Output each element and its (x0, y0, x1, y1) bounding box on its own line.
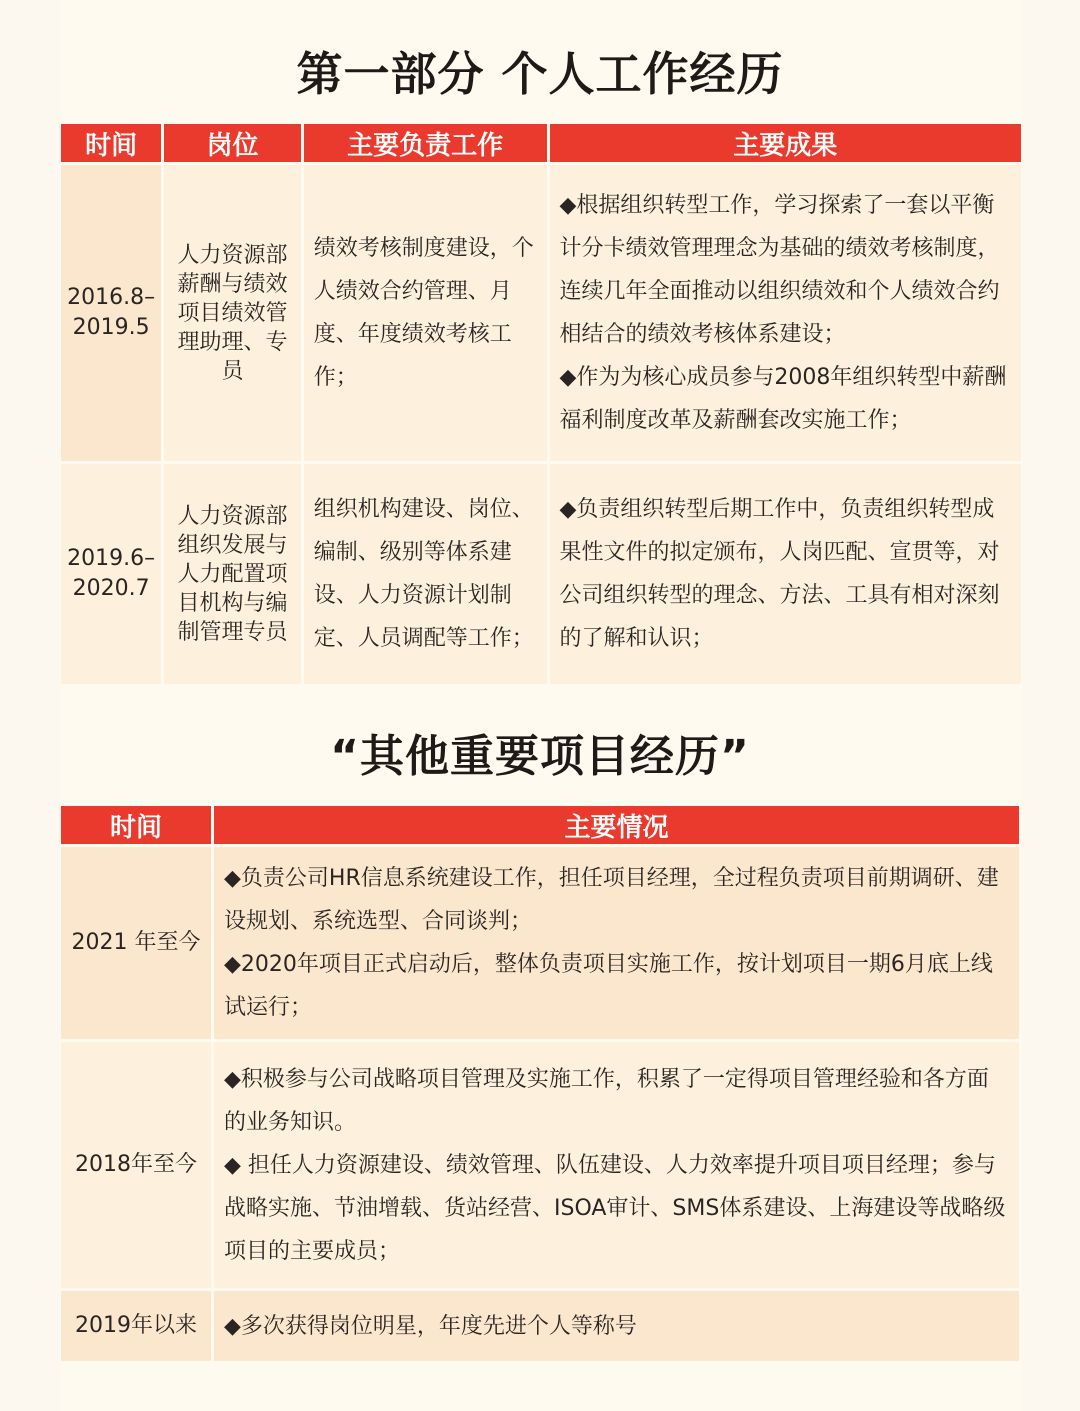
header-time: 时间 (61, 124, 161, 162)
row-position: 人力资源部组织发展与人力配置项目机构与编制管理专员 (164, 464, 300, 684)
row-details (214, 847, 1019, 1039)
table-header-row (61, 124, 1021, 162)
section1-title: 第一部分 个人工作经历 (296, 47, 784, 101)
row-achievements (550, 165, 1022, 461)
row-achievements (550, 464, 1022, 684)
header-details: 主要情况 (214, 806, 1019, 844)
row-time: 2019年以来 (61, 1291, 211, 1361)
detail-item: ◆2020年项目正式启动后，整体负责项目实施工作，按计划项目一期6月底上线试运行； (224, 952, 993, 1020)
header-time: 时间 (61, 806, 211, 844)
row-duties: 绩效考核制度建设，个人绩效合约管理、月度、年度绩效考核工作； (304, 165, 547, 461)
header-duties: 主要负责工作 (304, 124, 547, 162)
row-details (214, 1291, 1019, 1361)
table-row (61, 1291, 1019, 1361)
achievement-item: ◆根据组织转型工作，学习探索了一套以平衡计分卡绩效管理理念为基础的绩效考核制度，连续几年全面推动以组织绩效和个人绩效合约相结合的绩效考核体系建设； (559, 193, 1000, 347)
row-time: 2018年至今 (61, 1042, 211, 1288)
achievement-item: ◆作为为核心成员参与2008年组织转型中薪酬福利制度改革及薪酬套改实施工作； (559, 365, 1007, 433)
detail-item: ◆多次获得岗位明星，年度先进个人等称号 (224, 1313, 637, 1339)
work-experience-table (58, 121, 1024, 687)
detail-item: ◆负责公司HR信息系统建设工作，担任项目经理，全过程负责项目前期调研、建设规划、系统选型、合同谈判； (224, 866, 999, 934)
table-row (61, 847, 1019, 1039)
detail-item: ◆ 担任人力资源建设、绩效管理、队伍建设、人力效率提升项目项目经理；参与战略实施、节油增载、货站经营、ISOA审计、SMS体系建设、上海建设等战略级项目的主要成员； (224, 1152, 1006, 1264)
row-duties: 组织机构建设、岗位、编制、级别等体系建设、人力资源计划制定、人员调配等工作； (304, 464, 547, 684)
row-time: 2019.6– 2020.7 (61, 464, 161, 684)
section2-title: “其他重要项目经历” (330, 731, 750, 782)
table-row (61, 464, 1021, 684)
row-details (214, 1042, 1019, 1288)
row-position: 人力资源部薪酬与绩效项目绩效管理助理、专员 (164, 165, 300, 461)
row-time: 2021 年至今 (61, 847, 211, 1039)
project-experience-table (58, 803, 1022, 1364)
table-header-row (61, 806, 1019, 844)
achievement-item: ◆负责组织转型后期工作中，负责组织转型成果性文件的拟定颁布，人岗匹配、宣贯等，对公司组织转型的理念、方法、工具有相对深刻的了解和认识； (559, 497, 1000, 651)
detail-item: ◆积极参与公司战略项目管理及实施工作，积累了一定得项目管理经验和各方面的业务知识。 (224, 1066, 989, 1135)
header-achievements: 主要成果 (550, 124, 1022, 162)
row-time: 2016.8– 2019.5 (61, 165, 161, 461)
table-row (61, 165, 1021, 461)
header-position: 岗位 (164, 124, 300, 162)
table-row (61, 1042, 1019, 1288)
